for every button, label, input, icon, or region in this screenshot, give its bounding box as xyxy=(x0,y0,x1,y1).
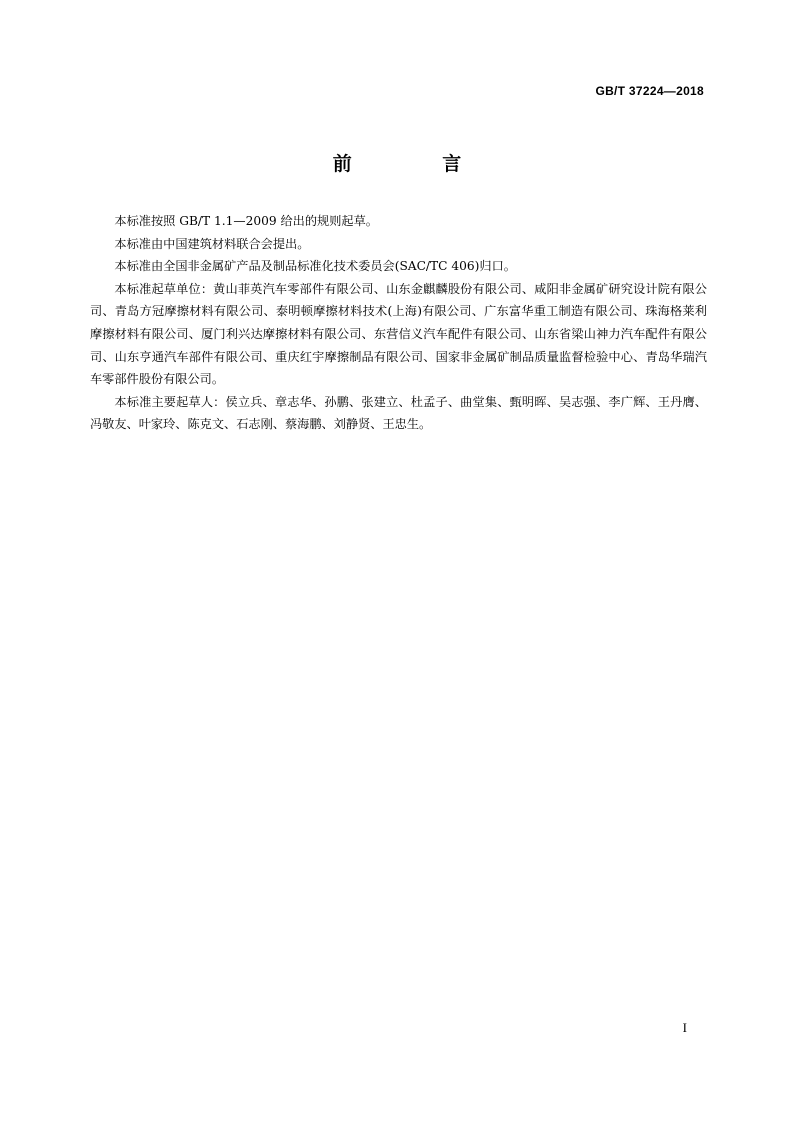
foreword-body xyxy=(90,210,707,436)
page-title: 前 言 xyxy=(332,153,504,175)
paragraph-drafting-units: 本标准起草单位：黄山菲英汽车零部件有限公司、山东金麒麟股份有限公司、咸阳非金属矿研究设计院有限公司、青岛方冠摩擦材料有限公司、泰明顿摩擦材料技术(上海)有限公司、广东富华重工制造有限公司、珠海格莱利摩擦材料有限公司、厦门利兴达摩擦材料有限公司、东营信义汽车配件有限公司、山东省梁山神力汽车配件有限公司、山东亨通汽车部件有限公司、重庆红宇摩擦制品有限公司、国家非金属矿制品质量监督检验中心、青岛华瑞汽车零部件股份有限公司。 xyxy=(90,281,707,387)
paragraph-main-drafters: 本标准主要起草人：侯立兵、章志华、孙鹏、张建立、杜孟子、曲堂集、甄明晖、吴志强、李广辉、王丹膺、冯敬友、叶家玲、陈克文、石志刚、蔡海鹏、刘静贤、王忠生。 xyxy=(90,394,707,432)
paragraph-administrator: 本标准由全国非金属矿产品及制品标准化技术委员会(SAC/TC 406)归口。 xyxy=(114,259,516,274)
standard-number: GB/T 37224—2018 xyxy=(595,84,704,98)
page-number: I xyxy=(682,1020,687,1035)
paragraph-proposer: 本标准由中国建筑材料联合会提出。 xyxy=(114,236,310,251)
paragraph-drafting-rules: 本标准按照 GB/T 1.1—2009 给出的规则起草。 xyxy=(114,214,378,228)
